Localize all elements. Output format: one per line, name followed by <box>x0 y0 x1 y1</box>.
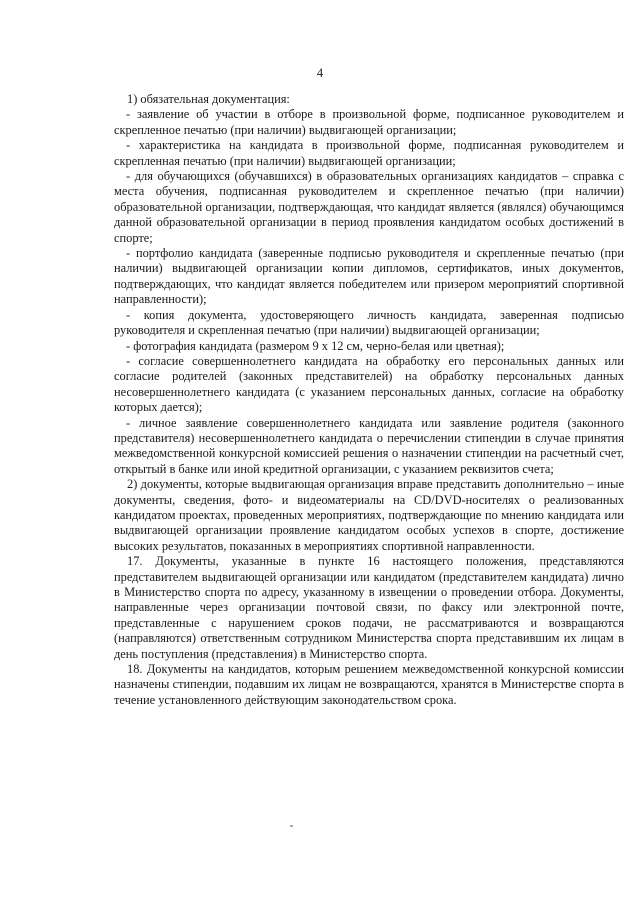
paragraph-mandatory-docs-heading: 1) обязательная документация: <box>127 92 290 106</box>
paragraph-data-consent: - согласие совершеннолетнего кандидата на обработку его персональных данных или согласие родителей (законных представителей) на обработку персональных данных несовершеннолетнего кандидата (с указанием персональных данных, согласие на обработку которых дается); <box>114 353 624 415</box>
paragraph-characteristic: - характеристика на кандидата в произвольной форме, подписанная руководителем и скрепленная печатью (при наличии) выдвигающей организации; <box>114 138 624 168</box>
paragraph-application: - заявление об участии в отборе в произвольной форме, подписанное руководителем и скрепленное печатью (при наличии) выдвигающей организации; <box>114 107 624 137</box>
paragraph-study-certificate: - для обучающихся (обучавшихся) в образовательных организациях кандидатов – справка с места обучения, подписанная руководителем и скрепленное печатью (при наличии) образовательной организации, подтверждающая, что кандидат является (являлся) обучающимся данной образовательной организации в период проявления кандидатом особых достижений в спорте; <box>114 169 624 245</box>
paragraph-stipend-application: - личное заявление совершеннолетнего кандидата или заявление родителя (законного представителя) несовершеннолетнего кандидата о перечислении стипендии в случае принятия межведомственной конкурсной комиссией решения о назначении стипендии на расчетный счет, открытый в банке или иной кредитной организации, с указанием реквизитов счета; <box>114 415 624 476</box>
paragraph-clause-18: 18. Документы на кандидатов, которым решением межведомственной конкурсной комиссии назначены стипендии, подавшим их лицам не возвращаются, хранятся в Министерстве спорта в течение установленного действующим законодательством срока. <box>114 662 624 707</box>
scan-dot <box>290 825 293 827</box>
document-body <box>114 92 624 708</box>
paragraph-photo: - фотография кандидата (размером 9 х 12 см, черно-белая или цветная); <box>126 338 505 353</box>
paragraph-optional-docs: 2) документы, которые выдвигающая организация вправе представить дополнительно – иные документы, сведения, фото- и видеоматериалы на CD/DVD-носителях о реализованных кандидатом проектах, проведенных мероприятиях, подтверждающие по мнению кандидата или выдвигающей организации проявление кандидатом особых успехов в спорте, достижение высоких результатов, показанных в мероприятиях спортивной направленности. <box>114 477 624 553</box>
paragraph-id-copy: - копия документа, удостоверяющего личность кандидата, заверенная подписью руководителя и скрепленная печатью (при наличии) выдвигающей организации; <box>114 307 624 338</box>
page-number: 4 <box>316 66 324 80</box>
paragraph-clause-17: 17. Документы, указанные в пункте 16 настоящего положения, представляются представителем выдвигающей организации или кандидатом (представителем кандидата) лично в Министерство спорта по адресу, указанному в извещении о проведении отбора. Документы, направленные через организации почтовой связи, по факсу или электронной почте, представленные с нарушением сроков подачи, не рассматриваются и возвращаются (направляются) ответственным сотрудником Министерства спорта представившим их лицам в день поступления (представления) в Министерство спорта. <box>114 554 624 661</box>
paragraph-portfolio: - портфолио кандидата (заверенные подписью руководителя и скрепленные печатью (при наличии) выдвигающей организации копии дипломов, сертификатов, иных документов, подтверждающих, что кандидат является победителем или призером мероприятий спортивной направленности); <box>114 246 624 307</box>
